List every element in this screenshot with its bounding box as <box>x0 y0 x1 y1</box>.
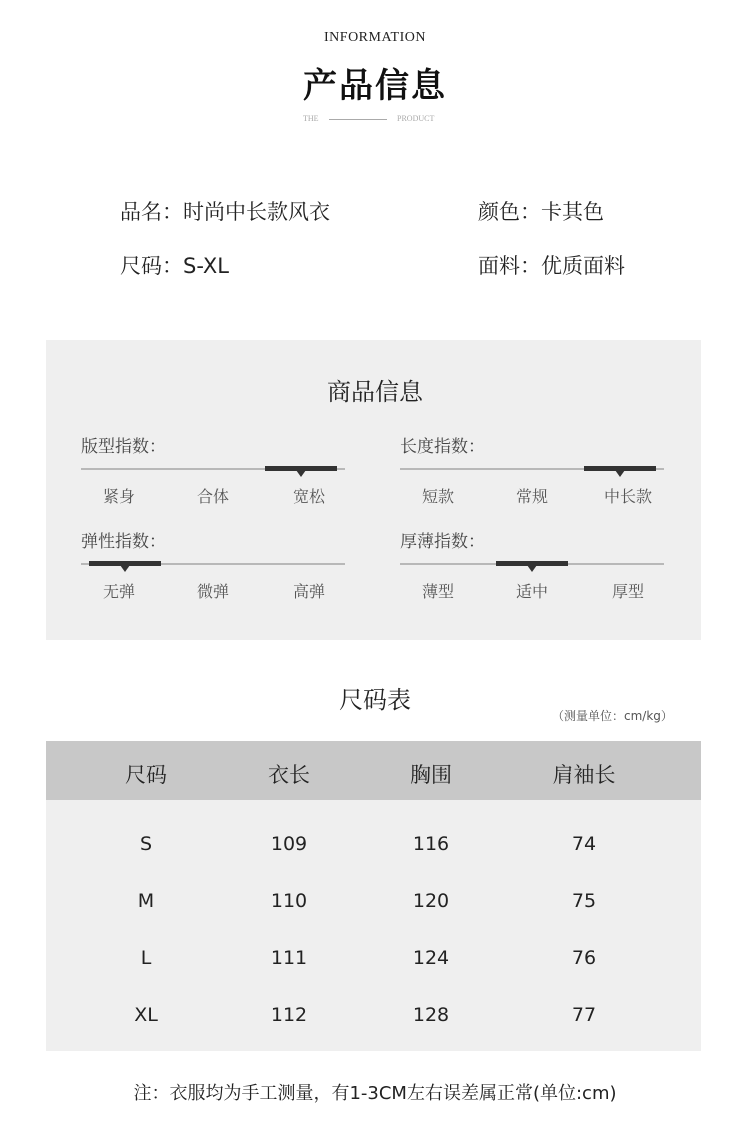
prop-fabric-label: 面料： <box>478 254 541 278</box>
index-indicator <box>496 561 568 566</box>
index-track <box>400 563 664 565</box>
page-title: 产品信息 <box>303 66 447 106</box>
prop-fabric-value: 优质面料 <box>541 254 625 278</box>
index-option: 适中 <box>515 582 548 601</box>
index-option: 高弹 <box>292 582 325 601</box>
index-option: 微弹 <box>196 582 229 601</box>
index-option: 薄型 <box>421 582 454 601</box>
table-cell: 112 <box>270 1004 308 1026</box>
prop-name <box>120 196 330 226</box>
prop-size-value: S-XL <box>183 254 229 278</box>
prop-fabric <box>478 250 625 280</box>
prop-color <box>478 196 604 226</box>
table-cell: 128 <box>412 1004 450 1026</box>
index-indicator <box>265 466 337 471</box>
prop-name-label: 品名： <box>120 200 183 224</box>
table-row <box>46 1004 701 1028</box>
table-header <box>46 741 701 800</box>
divider-line <box>329 119 387 120</box>
index-option: 中长款 <box>603 487 652 506</box>
divider-word-the: THE <box>303 114 319 123</box>
title-divider <box>0 114 750 128</box>
index-option: 常规 <box>515 487 548 506</box>
table-row <box>46 833 701 857</box>
index-track <box>81 468 345 470</box>
goods-info-title: 商品信息 <box>327 378 423 406</box>
prop-name-value: 时尚中长款风衣 <box>183 200 330 224</box>
table-cell: XL <box>134 1004 158 1026</box>
index-option: 宽松 <box>292 487 325 506</box>
index-indicator <box>89 561 161 566</box>
index-indicator <box>584 466 656 471</box>
table-cell: 116 <box>412 833 450 855</box>
index-elasticity <box>81 527 346 607</box>
table-header-cell: 衣长 <box>268 763 310 787</box>
index-label: 长度指数： <box>400 437 485 457</box>
footer-note: 注：衣服均为手工测量，有1-3CM左右误差属正常(单位:cm) <box>133 1083 617 1104</box>
size-table-title: 尺码表 <box>339 686 411 714</box>
table-cell: 109 <box>270 833 308 855</box>
info-en-title: INFORMATION <box>324 30 426 45</box>
index-track <box>81 563 345 565</box>
index-label: 厚薄指数： <box>400 532 485 552</box>
index-thickness <box>400 527 665 607</box>
table-cell: L <box>140 947 152 969</box>
index-length <box>400 432 665 512</box>
unit-note: （测量单位：cm/kg） <box>552 709 673 723</box>
table-cell: 111 <box>270 947 308 969</box>
table-body <box>46 800 701 1051</box>
index-option: 紧身 <box>102 487 135 506</box>
index-option: 无弹 <box>102 582 135 601</box>
table-cell: M <box>137 890 155 912</box>
table-cell: 124 <box>412 947 450 969</box>
index-option: 厚型 <box>611 582 644 601</box>
table-row <box>46 890 701 914</box>
prop-size-label: 尺码： <box>120 254 183 278</box>
table-header-cell: 胸围 <box>410 763 452 787</box>
table-header-cell: 肩袖长 <box>552 763 616 787</box>
table-cell: 75 <box>571 890 597 912</box>
table-header-cell: 尺码 <box>125 763 167 787</box>
divider-word-product: PRODUCT <box>397 114 435 123</box>
index-option: 短款 <box>421 487 454 506</box>
prop-color-value: 卡其色 <box>541 200 604 224</box>
table-row <box>46 947 701 971</box>
table-cell: S <box>139 833 153 855</box>
table-cell: 110 <box>270 890 308 912</box>
index-fit <box>81 432 346 512</box>
table-cell: 76 <box>571 947 597 969</box>
index-option: 合体 <box>196 487 229 506</box>
table-cell: 74 <box>571 833 597 855</box>
prop-color-label: 颜色： <box>478 200 541 224</box>
prop-size <box>120 250 229 280</box>
index-track <box>400 468 664 470</box>
table-cell: 77 <box>571 1004 597 1026</box>
index-label: 版型指数： <box>81 437 166 457</box>
table-cell: 120 <box>412 890 450 912</box>
index-label: 弹性指数： <box>81 532 166 552</box>
